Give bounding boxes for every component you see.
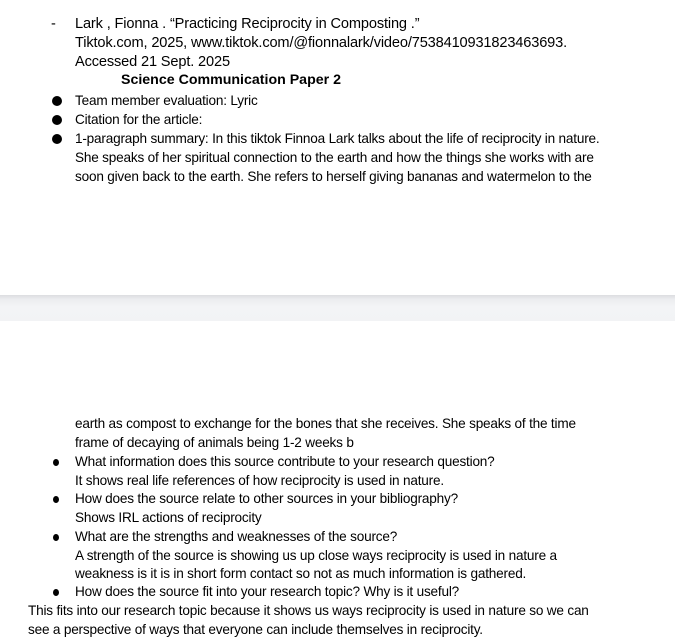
citation-line: Lark , Fionna . “Practicing Reciprocity in Composting .”	[75, 16, 420, 32]
bullet-icon	[53, 459, 59, 466]
answer-text: It shows real life references of how reciprocity is used in nature.	[75, 473, 444, 488]
question-text: How does the source relate to other sources in your bibliography?	[75, 491, 458, 506]
question-text: What information does this source contribute to your research question?	[75, 454, 495, 469]
summary-continued-line: frame of decaying of animals being 1-2 weeks b	[75, 435, 354, 450]
summary-line: She speaks of her spiritual connection to the earth and how the things she works with are	[75, 150, 594, 165]
citation-dash-marker: -	[51, 16, 56, 32]
citation-label-item: Citation for the article:	[75, 112, 203, 127]
page-break-gap	[0, 295, 675, 321]
bullet-icon	[52, 134, 62, 144]
answer-text: weakness is it is in short form contact so not as much information is gathered.	[75, 566, 527, 581]
document-page-2	[0, 321, 675, 644]
team-evaluation-item: Team member evaluation: Lyric	[75, 93, 258, 108]
question-text: How does the source fit into your research topic? Why is it useful?	[75, 584, 460, 599]
bullet-icon	[53, 534, 59, 541]
closing-paragraph-line: see a perspective of ways that everyone can include themselves in reciprocity.	[28, 622, 483, 637]
bullet-icon	[52, 115, 62, 125]
summary-continued-line: earth as compost to exchange for the bones that she receives. She speaks of the time	[75, 416, 576, 431]
answer-text: A strength of the source is showing us up close ways reciprocity is used in nature a	[75, 548, 557, 563]
summary-line: soon given back to the earth. She refers to herself giving bananas and watermelon to the	[75, 169, 592, 184]
question-text: What are the strengths and weaknesses of the source?	[75, 529, 398, 544]
bullet-icon	[53, 496, 59, 503]
summary-line: 1-paragraph summary: In this tiktok Finnoa Lark talks about the life of reciprocity in nature.	[75, 131, 600, 146]
bullet-icon	[52, 96, 62, 106]
page-heading: Science Communication Paper 2	[121, 72, 341, 88]
bullet-icon	[53, 589, 59, 596]
closing-paragraph-line: This fits into our research topic because it shows us ways reciprocity is used in nature so we can	[28, 603, 589, 618]
answer-text: Shows IRL actions of reciprocity	[75, 510, 262, 525]
citation-line: Tiktok.com, 2025, www.tiktok.com/@fionnalark/video/7538410931823463693.	[75, 35, 568, 51]
citation-line: Accessed 21 Sept. 2025	[75, 54, 230, 70]
document-page-1	[0, 0, 675, 295]
